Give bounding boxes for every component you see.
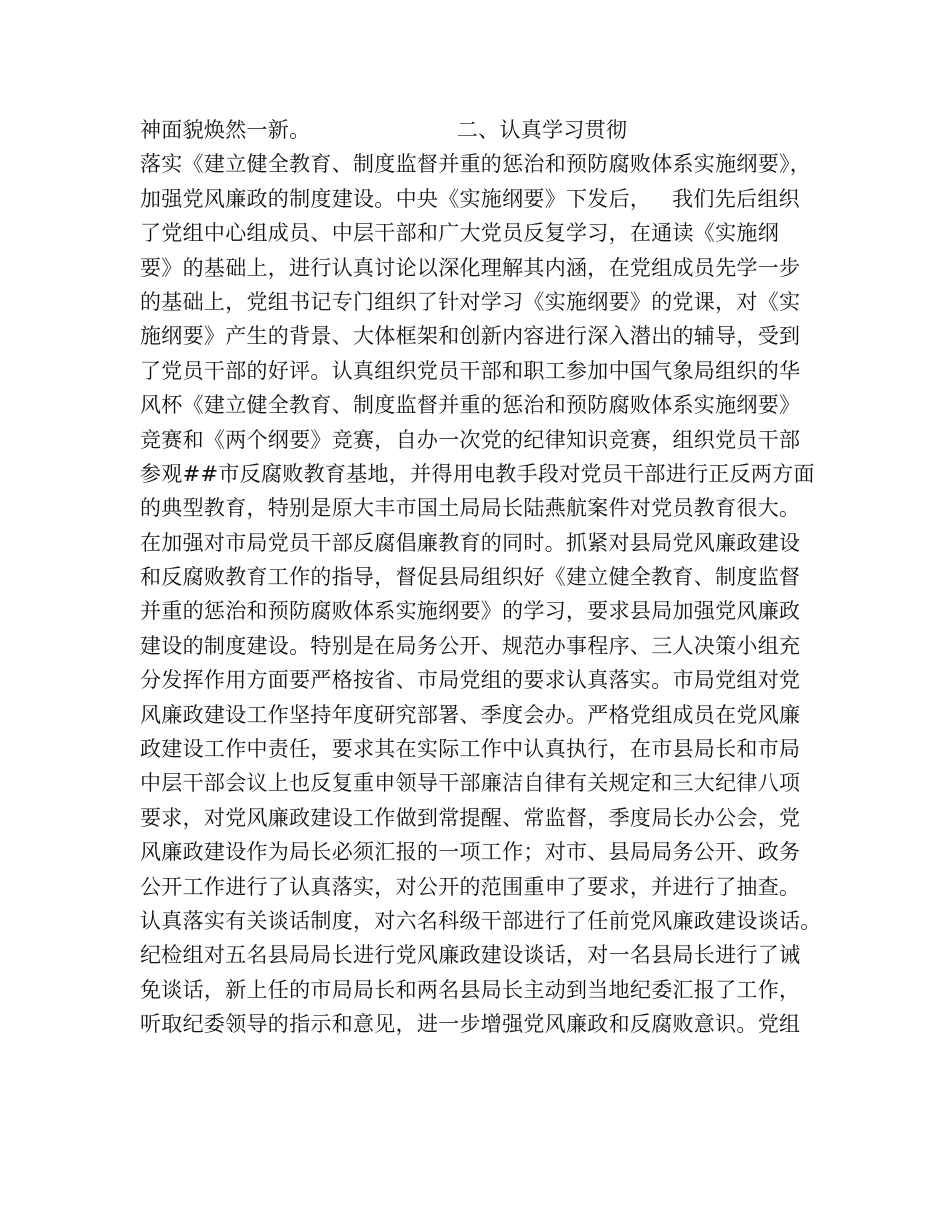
text-line: 神面貌焕然一新。 二、认真学习贯彻 [140,118,628,142]
text-line: 公开工作进行了认真落实，对公开的范围重申了要求，并进行了抽查。 [140,874,801,899]
text-line: 中层干部会议上也反复重申领导干部廉洁自律有关规定和三大纪律八项 [140,771,801,796]
text-line: 加强党风廉政的制度建设。中央《实施纲要》下发后， 我们先后组织 [140,186,800,211]
text-line: 要》的基础上，进行认真讨论以深化理解其内涵，在党组成员先学一步 [140,255,801,280]
text-line: 落实《建立健全教育、制度监督并重的惩治和预防腐败体系实施纲要》， [140,152,812,177]
text-line: 的基础上，党组书记专门组织了针对学习《实施纲要》的党课，对《实 [140,289,801,314]
text-line: 的典型教育，特别是原大丰市国土局局长陆燕航案件对党员教育很大。 [140,496,801,521]
text-line: 并重的惩治和预防腐败体系实施纲要》的学习，要求县局加强党风廉政 [140,599,801,624]
text-line: 要求，对党风廉政建设工作做到常提醒、常监督，季度局长办公会，党 [140,805,801,830]
text-line: 风廉政建设工作坚持年度研究部署、季度会办。严格党组成员在党风廉 [140,702,801,727]
text-line: 建设的制度建设。特别是在局务公开、规范办事程序、三人决策小组充 [140,633,801,658]
text-line: 参观##市反腐败教育基地，并得用电教手段对党员干部进行正反两方面 [140,461,815,486]
text-line: 政建设工作中责任，要求其在实际工作中认真执行，在市县局长和市局 [140,737,801,762]
body-text [140,113,830,1042]
text-line: 和反腐败教育工作的指导，督促县局组织好《建立健全教育、制度监督 [140,565,801,590]
text-line: 听取纪委领导的指示和意见，进一步增强党风廉政和反腐败意识。党组 [140,1012,801,1037]
text-line: 竞赛和《两个纲要》竞赛，自办一次党的纪律知识竞赛，组织党员干部 [140,427,801,452]
text-line: 免谈话，新上任的市局局长和两名县局长主动到当地纪委汇报了工作， [140,977,801,1002]
text-line: 风廉政建设作为局长必须汇报的一项工作；对市、县局局务公开、政务 [140,840,801,865]
text-line: 在加强对市局党员干部反腐倡廉教育的同时。抓紧对县局党风廉政建设 [140,530,801,555]
text-line: 纪检组对五名县局局长进行党风廉政建设谈话，对一名县局长进行了诫 [140,943,801,968]
text-line: 施纲要》产生的背景、大体框架和创新内容进行深入潜出的辅导，受到 [140,324,801,349]
text-line: 认真落实有关谈话制度，对六名科级干部进行了任前党风廉政建设谈话。 [140,908,822,933]
text-line: 风杯《建立健全教育、制度监督并重的惩治和预防腐败体系实施纲要》 [140,393,801,418]
text-line: 了党组中心组成员、中层干部和广大党员反复学习，在通读《实施纲 [140,221,779,246]
text-line: 了党员干部的好评。认真组织党员干部和职工参加中国气象局组织的华 [140,358,801,383]
text-line: 分发挥作用方面要严格按省、市局党组的要求认真落实。市局党组对党 [140,668,801,693]
